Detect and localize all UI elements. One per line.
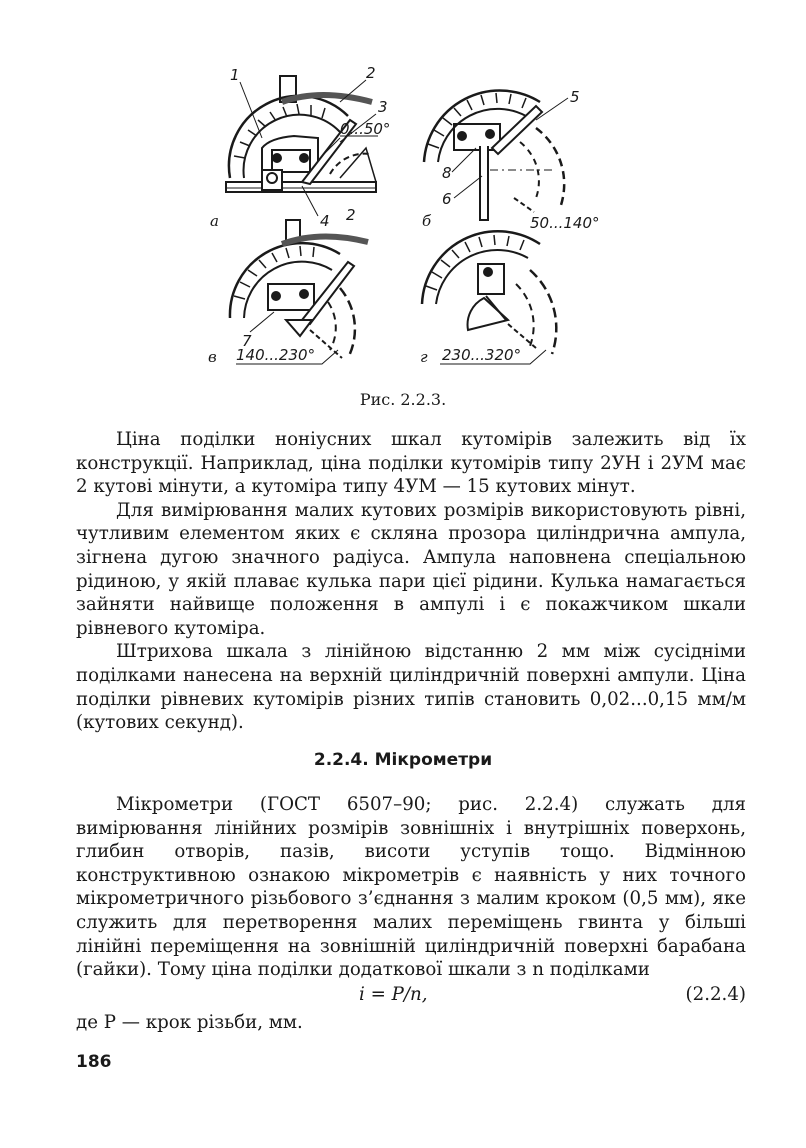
panel-g xyxy=(422,231,556,364)
label-2-top: 2 xyxy=(366,64,376,82)
paragraph: Для вимірювання малих кутових розмірів використовують рівні, чутливим елементом яких є скляна прозора циліндрична ампула, зігнена дугою значного радіуса. Ампула наповнена спеціальною рідиною, у якій плаває кулька пари цієї рідини. Кулька намагається зайняти найвище положення в ампулі і є покажчиком шкали рівневого кутоміра. xyxy=(76,499,746,639)
label-5: 5 xyxy=(570,88,580,106)
paragraph: Мікрометри (ГОСТ 6507–90; рис. 2.2.4) служать для вимірювання лінійних розмірів зовнішніх і внутрішніх поверхонь, глибин отворів, пазів, висоти уступів тощо. Відмінною конструктивною ознакою мікрометрів є наявність у них точного мікрометричного різьбового з’єднання з малим кроком (0,5 мм), яке служить для перетворення малих переміщень гвинта у більші лінійні переміщення на зовнішній циліндричній поверхні барабана (гайки). Тому ціна поділки додаткової шкали з n поділками xyxy=(76,794,746,981)
range-g: 230...320° xyxy=(442,346,522,364)
label-4: 4 xyxy=(320,212,330,230)
formula-explanation: де P — крок різьби, мм. xyxy=(76,1012,303,1033)
formula-expression: i = P/n, xyxy=(359,984,428,1005)
panel-letter-b: б xyxy=(422,212,432,230)
text-block-1 xyxy=(76,428,746,735)
formula-number: (2.2.4) xyxy=(685,984,746,1005)
panel-letter-g: г xyxy=(420,348,428,366)
label-1: 1 xyxy=(230,66,240,84)
label-8: 8 xyxy=(442,164,452,182)
formula xyxy=(76,984,746,1008)
protractor-illustration xyxy=(190,58,620,388)
label-3: 3 xyxy=(378,98,388,116)
label-7: 7 xyxy=(242,332,252,350)
range-v: 140...230° xyxy=(236,346,316,364)
section-title: 2.2.4. Мікрометри xyxy=(313,750,493,770)
panel-letter-v: в xyxy=(208,348,217,366)
page-number: 186 xyxy=(76,1052,112,1072)
label-6: 6 xyxy=(442,190,452,208)
label-2-bottom: 2 xyxy=(346,206,356,224)
range-a: 0...50° xyxy=(340,120,391,138)
panel-letter-a: а xyxy=(210,212,219,230)
figure-protractors xyxy=(190,58,620,388)
text-block-2 xyxy=(76,793,746,982)
range-b: 50...140° xyxy=(530,214,600,232)
figure-caption: Рис. 2.2.3. xyxy=(359,390,447,409)
paragraph: Ціна поділки ноніусних шкал кутомірів залежить від їх конструкції. Наприклад, ціна поділки кутомірів типу 2УН і 2УМ має 2 кутові мінути, а кутоміра типу 4УМ — 15 кутових мінут. xyxy=(76,429,746,498)
panel-a xyxy=(226,76,378,216)
paragraph: Штрихова шкала з лінійною відстанню 2 мм між сусідніми поділками нанесена на верхній циліндричній поверхні ампули. Ціна поділки рівневих кутомірів різних типів становить 0,02...0,15 мм/м (кутових секунд). xyxy=(76,641,746,734)
